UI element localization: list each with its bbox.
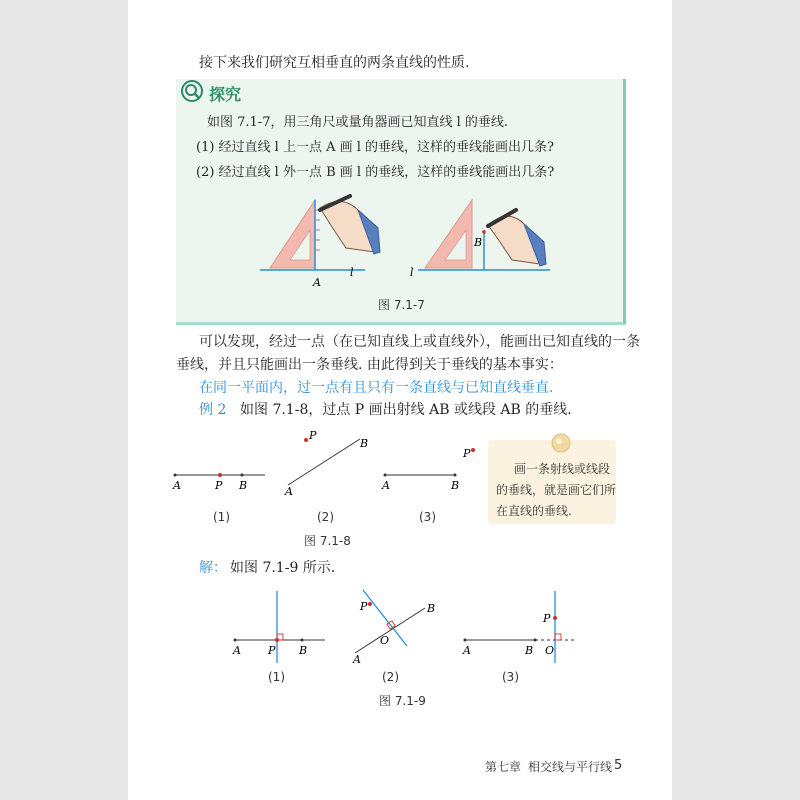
svg-text:O: O xyxy=(380,634,390,647)
svg-text:P: P xyxy=(360,600,368,613)
note-line-1: 画一条射线或线段 xyxy=(514,462,611,476)
sub-caption-2: (2) xyxy=(317,510,334,524)
svg-text:O: O xyxy=(545,644,555,657)
svg-text:A: A xyxy=(285,485,293,498)
note-line-3: 在直线的垂线. xyxy=(496,504,572,518)
point-P-3 xyxy=(471,448,475,452)
svg-text:B: B xyxy=(239,479,248,492)
solution-sub-caption-1: (1) xyxy=(268,670,285,684)
svg-text:P: P xyxy=(268,644,276,657)
svg-text:B: B xyxy=(360,437,369,450)
label-l-right: l xyxy=(410,266,414,279)
solution-text: 如图 7.1-9 所示. xyxy=(230,560,336,576)
svg-text:B: B xyxy=(451,479,460,492)
example-text: 如图 7.1-8，过点 P 画出射线 AB 或线段 AB 的垂线. xyxy=(240,402,572,418)
discovery-line-2: 垂线，并且只能画出一条垂线. 由此得到关于垂线的基本事实： xyxy=(176,357,563,373)
explore-title: 探究 xyxy=(209,85,242,104)
margin-note xyxy=(488,440,616,524)
svg-text:A: A xyxy=(233,644,241,657)
solution-label: 解： xyxy=(199,560,227,576)
solution-sub-caption-3: (3) xyxy=(502,670,519,684)
sub-caption-3: (3) xyxy=(419,510,436,524)
label-A: A xyxy=(313,276,321,289)
sub-caption-1: (1) xyxy=(213,510,230,524)
figure-7-1-9-caption: 图 7.1-9 xyxy=(379,694,426,708)
svg-text:P: P xyxy=(309,429,317,442)
note-line-2: 的垂线，就是画它们所 xyxy=(496,483,617,497)
svg-text:B: B xyxy=(427,602,436,615)
example-label: 例 2 xyxy=(199,402,227,418)
svg-text:A: A xyxy=(382,479,390,492)
page-number: 5 xyxy=(614,758,623,773)
explore-question-1: (1) 经过直线 l 上一点 A 画 l 的垂线，这样的垂线能画出几条? xyxy=(196,140,555,155)
svg-text:A: A xyxy=(173,479,181,492)
figure-7-1-7 xyxy=(250,190,580,290)
intro-text: 接下来我们研究互相垂直的两条直线的性质. xyxy=(199,55,470,71)
svg-text:P: P xyxy=(463,447,471,460)
point-P-2 xyxy=(304,438,308,442)
solution-sub-caption-2: (2) xyxy=(382,670,399,684)
svg-text:A: A xyxy=(353,653,361,666)
figure-7-1-8-caption: 图 7.1-8 xyxy=(304,534,351,548)
figure-7-1-9 xyxy=(225,588,585,668)
label-B: B xyxy=(474,236,483,249)
figure-7-1-7-caption: 图 7.1-7 xyxy=(378,298,425,312)
svg-text:B: B xyxy=(299,644,308,657)
svg-text:P: P xyxy=(215,479,223,492)
footer-chapter: 第七章 xyxy=(485,760,522,774)
label-l-left: l xyxy=(350,266,354,279)
discovery-line-1: 可以发现，经过一点（在已知直线上或直线外），能画出已知直线的一条 xyxy=(199,334,640,350)
point-P-1 xyxy=(218,473,222,477)
pin-icon xyxy=(550,432,572,454)
segment-ab-2 xyxy=(288,439,360,485)
explore-line: 如图 7.1-7，用三角尺或量角器画已知直线 l 的垂线. xyxy=(207,115,509,130)
explore-question-2: (2) 经过直线 l 外一点 B 画 l 的垂线，这样的垂线能画出几条? xyxy=(196,165,555,180)
basic-fact: 在同一平面内，过一点有且只有一条直线与已知直线垂直. xyxy=(199,380,554,396)
footer-title: 相交线与平行线 xyxy=(528,760,613,774)
magnifier-icon xyxy=(180,79,206,105)
svg-text:B: B xyxy=(525,644,534,657)
svg-text:P: P xyxy=(543,612,551,625)
svg-text:A: A xyxy=(463,644,471,657)
